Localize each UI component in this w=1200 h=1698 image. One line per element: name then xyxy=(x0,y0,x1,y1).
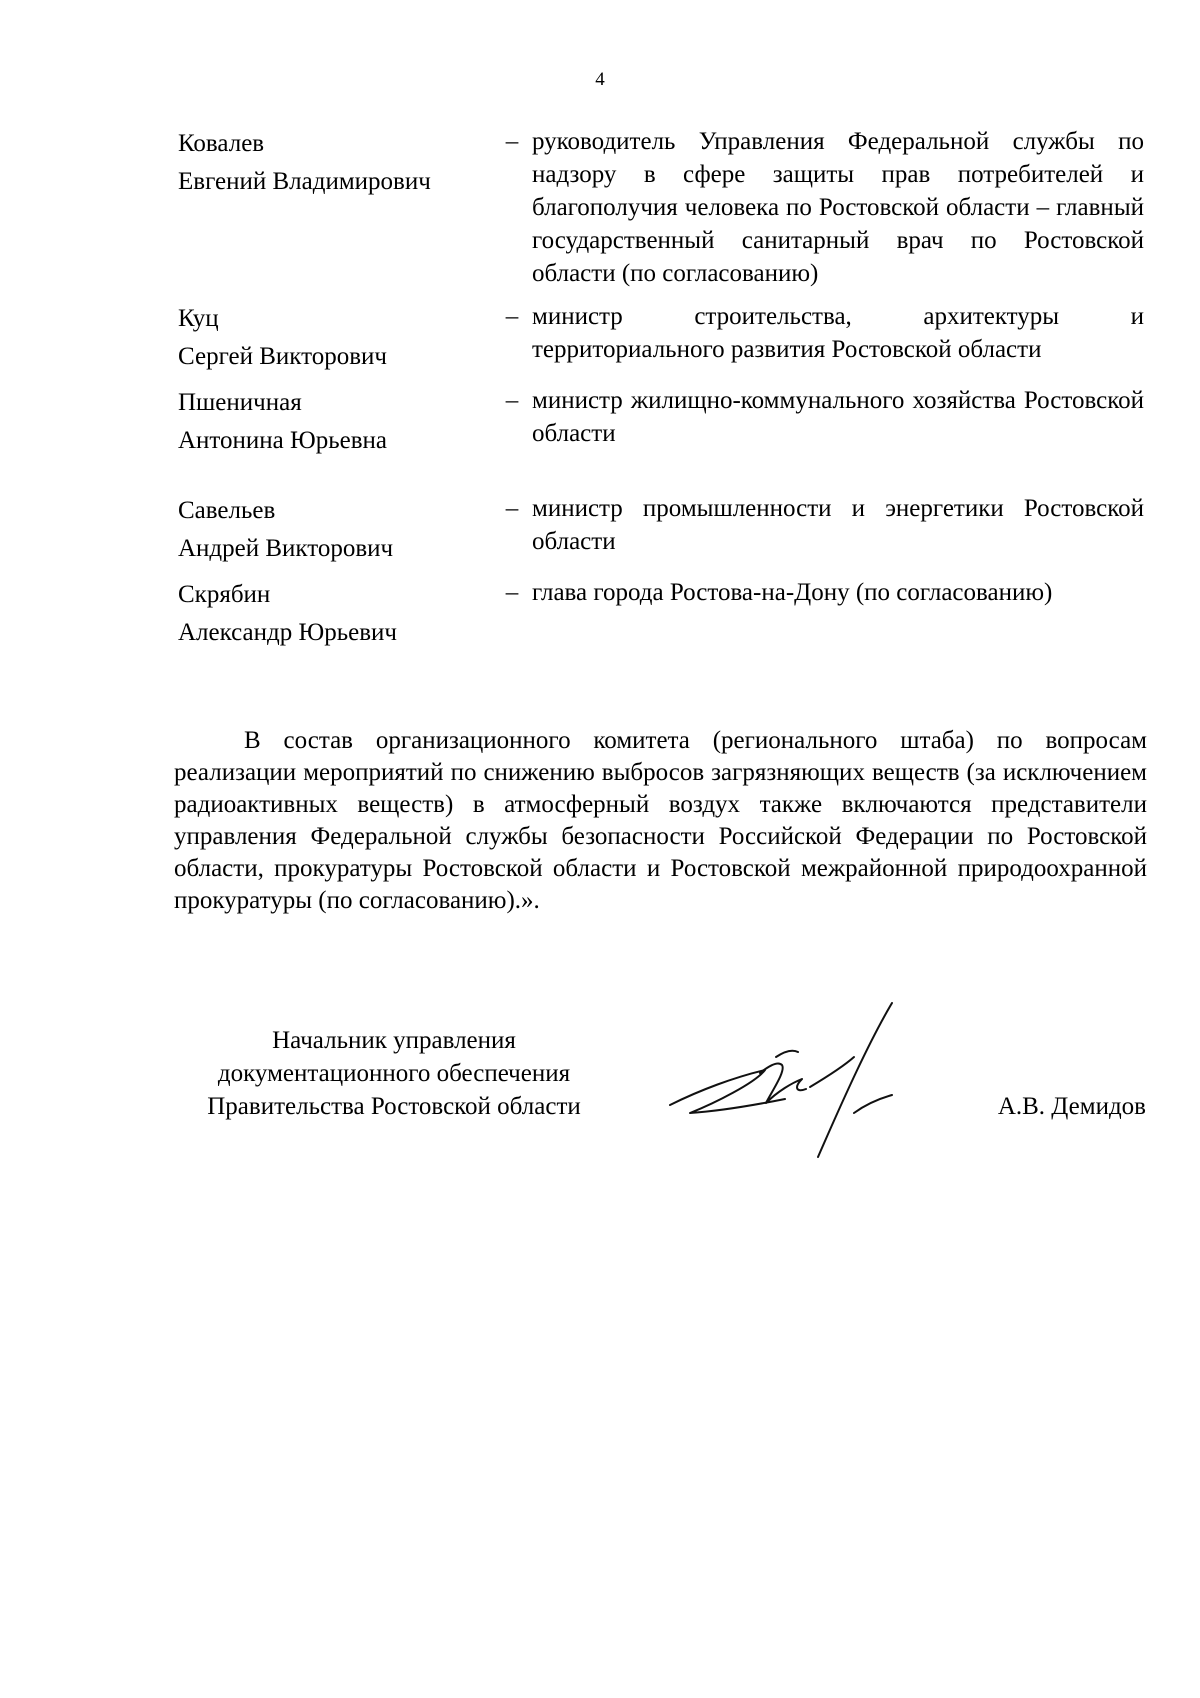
member-role: руководитель Управления Федеральной службы по надзору в сфере защиты прав потребителей и благополучия человека по Ростовской области – главный государственный санитарный врач по Ростовской области (по согласованию) xyxy=(532,128,1144,287)
member-row xyxy=(178,300,1144,376)
member-row xyxy=(178,125,1144,290)
member-surname: Савельев xyxy=(178,497,276,524)
signatory-title-line: Правительства Ростовской области xyxy=(207,1093,581,1120)
member-given-name: Евгений Владимирович xyxy=(178,168,431,195)
member-name xyxy=(178,300,498,376)
member-name xyxy=(178,492,498,568)
member-name xyxy=(178,384,498,460)
member-row xyxy=(178,384,1144,460)
member-dash: – xyxy=(505,128,519,155)
member-dash: – xyxy=(505,579,519,606)
member-dash: – xyxy=(505,303,519,330)
member-name xyxy=(178,125,498,290)
signatory-title xyxy=(174,1024,614,1123)
member-row xyxy=(178,492,1144,568)
member-surname: Ковалев xyxy=(178,130,265,157)
member-list xyxy=(178,125,1144,652)
member-given-name: Андрей Викторович xyxy=(178,535,394,562)
signatory-title-line: Начальник управления xyxy=(272,1027,516,1054)
member-given-name: Сергей Викторович xyxy=(178,343,387,370)
member-role: министр промышленности и энергетики Ростовской области xyxy=(532,495,1144,555)
member-surname: Куц xyxy=(178,305,219,332)
member-surname: Пшеничная xyxy=(178,389,302,416)
member-role: министр строительства, архитектуры и территориального развития Ростовской области xyxy=(532,303,1144,363)
member-name xyxy=(178,576,498,652)
member-role: министр жилищно-коммунального хозяйства Ростовской области xyxy=(532,387,1144,447)
handwritten-signature xyxy=(660,995,950,1165)
signer-name: А.В. Демидов xyxy=(997,1093,1146,1120)
member-given-name: Антонина Юрьевна xyxy=(178,427,387,454)
member-dash: – xyxy=(505,387,519,414)
member-given-name: Александр Юрьевич xyxy=(178,619,397,646)
member-surname: Скрябин xyxy=(178,581,271,608)
body-paragraph: В состав организационного комитета (регионального штаба) по вопросам реализации мероприятий по снижению выбросов загрязняющих веществ (за исключением радиоактивных веществ) в атмосферный воздух также включаются представители управления Федеральной службы безопасности Российской Федерации по Ростовской области, прокуратуры Ростовской области и Ростовской межрайонной природоохранной прокуратуры (по согласованию).». xyxy=(174,727,1147,914)
signatory-title-line: документационного обеспечения xyxy=(217,1060,571,1087)
member-dash: – xyxy=(505,495,519,522)
page-number: 4 xyxy=(595,69,605,90)
member-row xyxy=(178,576,1144,652)
member-role: глава города Ростова-на-Дону (по согласованию) xyxy=(532,579,1053,606)
